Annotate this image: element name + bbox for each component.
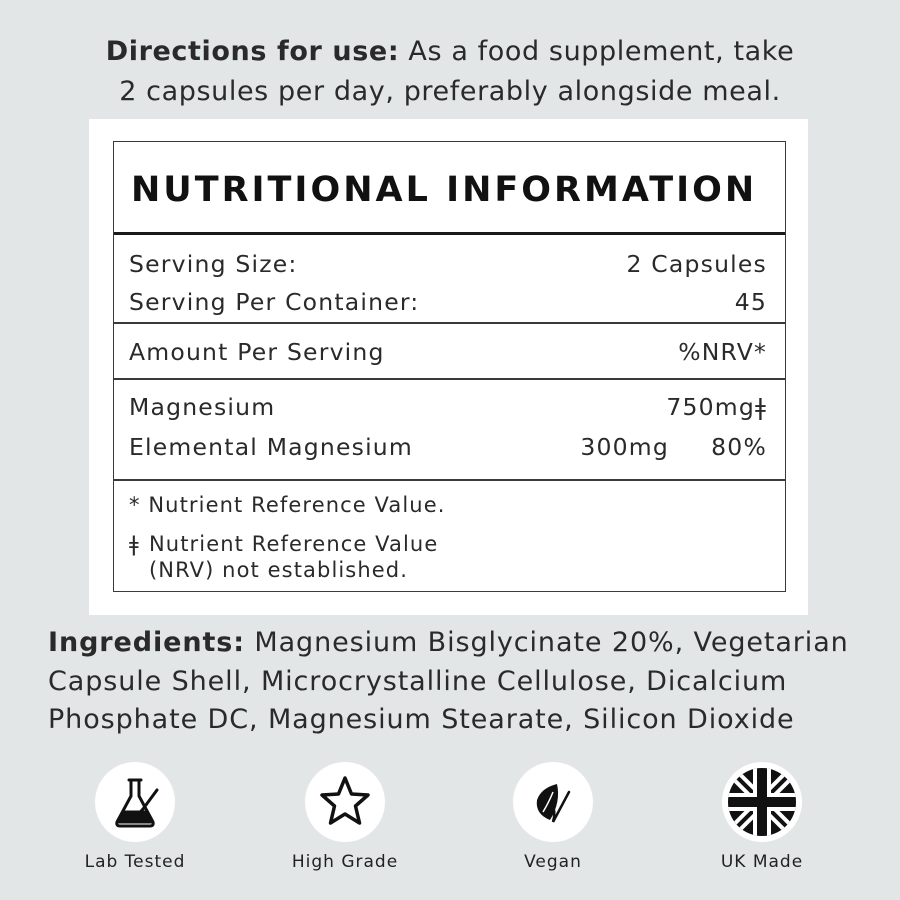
ingredients-line-3: Phosphate DC, Magnesium Stearate, Silicon Dioxide: [48, 704, 795, 735]
divider: [114, 479, 785, 481]
amount-header-row: [129, 338, 767, 366]
ingredients-line1-text: Magnesium Bisglycinate 20%, Vegetarian: [254, 627, 849, 658]
nutrition-panel: [113, 141, 786, 592]
ingredients-line-2: Capsule Shell, Microcrystalline Cellulose, Dicalcium: [48, 665, 788, 697]
nutrient-amount: 750mgǂ: [666, 393, 767, 421]
leaf-icon: [523, 772, 583, 832]
serving-size-row: [129, 250, 767, 278]
badge-high-grade: [265, 762, 425, 872]
nrv-header: %NRV*: [678, 338, 767, 366]
nutrient-name: Elemental Magnesium: [129, 433, 413, 461]
nutrient-row: [129, 393, 767, 421]
footnote2-line1: Nutrient Reference Value: [149, 532, 439, 556]
directions-line-2: 2 capsules per day, preferably alongside meal.: [119, 76, 781, 107]
footnote-not-established: [129, 531, 438, 583]
directions-text: [0, 32, 900, 112]
servings-per-container-row: [129, 288, 767, 316]
badge-label: UK Made: [720, 852, 804, 872]
nutrition-card: [89, 119, 808, 615]
servings-per-container-label: Serving Per Container:: [129, 288, 420, 316]
ingredients-text: [48, 624, 868, 740]
serving-size-value: 2 Capsules: [626, 250, 767, 278]
nutrition-title: NUTRITIONAL INFORMATION: [131, 170, 758, 210]
divider: [114, 322, 785, 324]
badge-label: Lab Tested: [84, 852, 186, 872]
badge-circle: [722, 762, 802, 842]
badge-label: High Grade: [291, 852, 399, 872]
footnote-nrv: * Nutrient Reference Value.: [129, 493, 446, 517]
servings-per-container-value: 45: [734, 288, 767, 316]
badge-circle: [305, 762, 385, 842]
union-jack-icon: [726, 766, 798, 838]
badge-lab-tested: [55, 762, 215, 872]
star-icon: [313, 770, 377, 834]
dagger-symbol: ǂ: [129, 532, 140, 556]
flask-icon: [105, 772, 165, 832]
badge-vegan: [473, 762, 633, 872]
badge-uk-made: [682, 762, 842, 872]
badge-circle: [513, 762, 593, 842]
divider: [114, 378, 785, 380]
badge-label: Vegan: [524, 852, 582, 872]
nutrient-nrv: 80%: [711, 433, 767, 461]
serving-size-label: Serving Size:: [129, 250, 298, 278]
directions-label: Directions for use:: [105, 36, 400, 67]
badge-circle: [95, 762, 175, 842]
ingredients-line-1: [48, 624, 868, 663]
footnote2-line2: (NRV) not established.: [149, 558, 408, 582]
ingredients-label: Ingredients:: [48, 627, 245, 658]
title-divider: [114, 232, 785, 235]
nutrient-name: Magnesium: [129, 393, 276, 421]
directions-line-1: [0, 32, 900, 72]
amount-per-serving-header: Amount Per Serving: [129, 338, 385, 366]
nutrient-row: [129, 433, 767, 461]
nutrient-amount: 300mg: [580, 433, 669, 461]
directions-line1-text: As a food supplement, take: [408, 36, 795, 67]
